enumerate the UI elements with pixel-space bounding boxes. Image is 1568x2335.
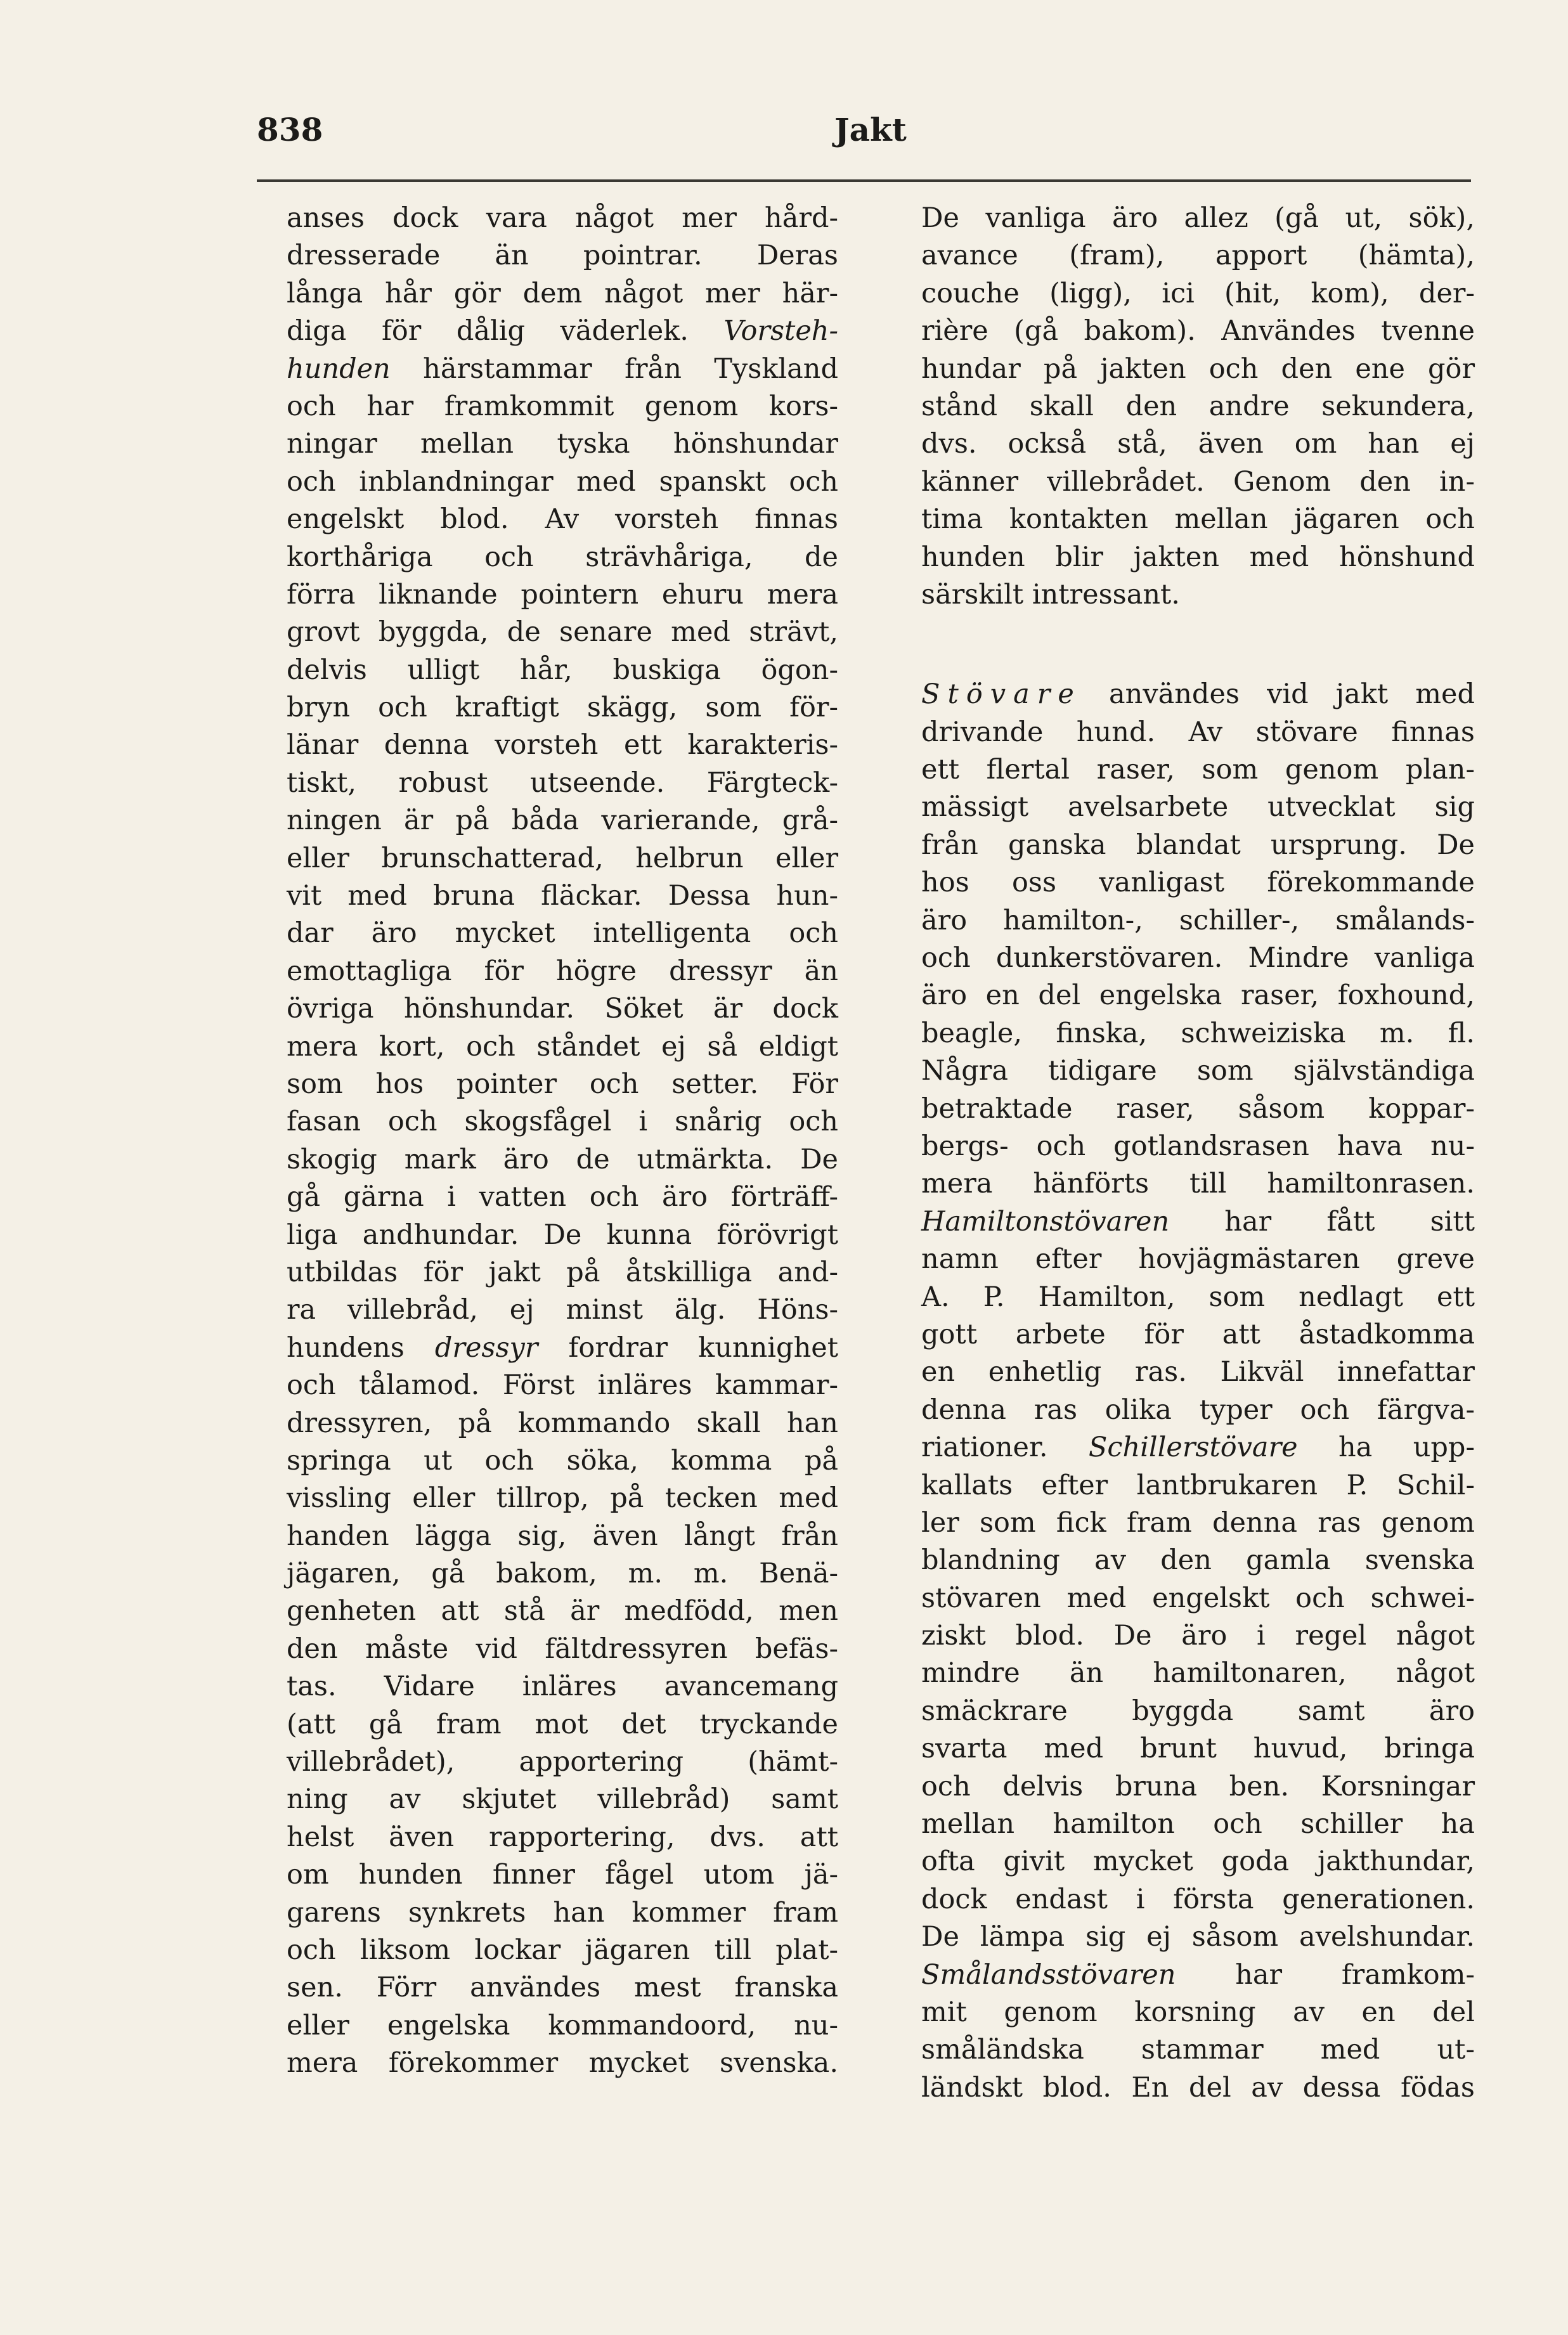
text-segment: springa ut och söka, komma på [287,1444,838,1477]
text-line [921,789,1475,826]
text-line [921,237,1475,275]
text-line [287,727,838,764]
right-column [921,200,1475,2107]
emphasized-term: Schillerstövare [1088,1432,1298,1464]
text-line [921,714,1475,751]
text-line [287,1405,838,1442]
text-segment: tima kontakten mellan jägaren och [921,503,1475,536]
text-segment: skogig mark äro de utmärkta. De [287,1143,838,1175]
text-segment: betraktade raser, såsom koppar- [921,1092,1475,1125]
text-segment: och inblandningar med spanskt och [287,465,838,498]
text-line [921,864,1475,902]
text-line [287,840,838,877]
text-segment: ler som fick fram denna ras genom [921,1506,1475,1539]
text-segment: härstammar från Tyskland [390,353,838,385]
text-line [921,576,1475,614]
header-rule-left [257,179,928,182]
text-segment: sen. Förr användes mest franska [287,1972,838,2004]
text-segment: delvis ulligt hår, buskiga ögon- [287,654,838,686]
text-line [287,1781,838,1818]
text-segment: bryn och kraftigt skägg, som för- [287,692,838,724]
text-segment: ha upp- [1297,1432,1475,1464]
emphasized-term: Vorsteh- [723,315,838,347]
text-line [921,1655,1475,1692]
text-line [287,1028,838,1066]
text-segment: dar äro mycket intelligenta och [287,917,838,950]
text-line [287,802,838,839]
text-line [287,689,838,727]
paragraph-gap [921,614,1475,676]
text-line [287,1480,838,1517]
text-line [287,1103,838,1141]
text-line [287,2007,838,2045]
text-line [921,1617,1475,1655]
text-segment: grovt byggda, de senare med strävt, [287,616,838,649]
text-segment: eller engelska kommandoord, nu- [287,2009,838,2041]
text-segment: De lämpa sig ej såsom avelshundar. [921,1921,1475,1953]
header-rule-right [917,179,1471,182]
text-line [921,902,1475,940]
text-line [921,313,1475,350]
text-line [921,1354,1475,1391]
text-segment: från ganska blandat ursprung. De [921,829,1475,861]
text-segment: korthåriga och strävhåriga, de [287,541,838,573]
text-segment: en enhetlig ras. Likväl innefattar [921,1356,1475,1388]
text-line [287,1217,838,1254]
text-line [287,351,838,388]
text-segment: bergs- och gotlandsrasen hava nu- [921,1130,1475,1162]
text-segment: svarta med brunt huvud, bringa [921,1733,1475,1765]
text-segment: helst även rapportering, dvs. att [287,1821,838,1853]
right-column-paragraph-stovare [921,676,1475,2107]
text-line [287,388,838,425]
text-segment: ra villebråd, ej minst älg. Höns- [287,1294,838,1326]
text-segment: långa hår gör dem något mer här- [287,277,838,309]
text-line [921,1730,1475,1768]
text-line [921,1279,1475,1316]
text-line [287,501,838,538]
text-line [287,1442,838,1480]
text-line [921,1768,1475,1806]
text-segment: övriga hönshundar. Söket är dock [287,993,838,1025]
text-line [287,2045,838,2082]
text-segment: hos oss vanligast förekommande [921,867,1475,899]
emphasized-term: Hamiltonstövaren [921,1205,1170,1238]
page-number: 838 [257,111,323,148]
text-line [287,1291,838,1329]
text-line [287,990,838,1028]
text-line [287,539,838,576]
text-line [921,1241,1475,1278]
text-segment: handen lägga sig, även långt från [287,1520,838,1552]
text-segment: ett flertal raser, som genom plan- [921,754,1475,786]
text-segment: fasan och skogsfågel i snårig och [287,1106,838,1138]
text-segment: De vanliga äro allez (gå ut, sök), [921,202,1475,234]
text-segment: stövaren med engelskt och schwei- [921,1582,1475,1614]
text-segment: stånd skall den andre sekundera, [921,390,1475,422]
text-line [287,1969,838,2007]
text-line [921,1090,1475,1128]
text-line [287,576,838,614]
text-line [921,275,1475,313]
text-segment: har framkom- [1176,1958,1475,1991]
text-line [287,1856,838,1894]
text-segment: tiskt, robust utseende. Färgteck- [287,766,838,799]
text-segment: liga andhundar. De kunna förövrigt [287,1219,838,1251]
text-segment: särskilt intressant. [921,578,1180,611]
text-line [287,1668,838,1705]
text-line [287,1743,838,1781]
text-line [921,1203,1475,1241]
text-segment: emottagliga för högre dressyr än [287,955,838,987]
text-segment: gå gärna i vatten och äro förträff- [287,1181,838,1213]
text-segment: mera kort, och ståndet ej så eldigt [287,1030,838,1063]
text-line [287,425,838,463]
text-line [921,977,1475,1014]
text-segment: couche (ligg), ici (hit, kom), der- [921,277,1475,309]
text-line [287,275,838,313]
text-segment: diga för dålig väderlek. [287,315,724,347]
text-segment: hundens [287,1331,435,1364]
text-line [287,1932,838,1969]
text-segment: hunden blir jakten med hönshund [921,541,1475,573]
text-segment: känner villebrådet. Genom den in- [921,465,1475,498]
text-line [287,1367,838,1404]
text-segment: villebrådet), apportering (hämt- [287,1746,838,1778]
emphasized-term: hunden [287,353,391,385]
text-segment: äro en del engelska raser, foxhound, [921,980,1475,1012]
text-segment: utbildas för jakt på åtskilliga and- [287,1256,838,1288]
text-segment: småländska stammar med ut- [921,2034,1475,2066]
text-line [921,1881,1475,1918]
text-line [287,915,838,952]
text-segment: ländskt blod. En del av dessa födas [921,2071,1475,2104]
text-segment: kallats efter lantbrukaren P. Schil- [921,1469,1475,1501]
text-line [287,1593,838,1630]
text-segment: garens synkrets han kommer fram [287,1896,838,1929]
text-segment: ningen är på båda varierande, grå- [287,805,838,837]
text-segment: mindre än hamiltonaren, något [921,1657,1475,1690]
text-line [921,425,1475,463]
text-segment: vissling eller tillrop, på tecken med [287,1482,838,1515]
text-line [287,877,838,915]
text-segment: dock endast i första generationen. [921,1883,1475,1915]
text-segment: ofta givit mycket goda jakthundar, [921,1846,1475,1878]
text-segment: Några tidigare som självständiga [921,1055,1475,1087]
text-segment: beagle, finska, schweiziska m. fl. [921,1017,1475,1049]
text-line [921,2069,1475,2107]
text-segment: A. P. Hamilton, som nedlagt ett [921,1281,1475,1313]
text-line [287,1706,838,1743]
text-segment: mässigt avelsarbete utvecklat sig [921,791,1475,824]
text-segment: hundar på jakten och den ene gör [921,353,1475,385]
text-segment: namn efter hovjägmästaren greve [921,1243,1475,1276]
text-segment: denna ras olika typer och färgva- [921,1394,1475,1426]
text-segment: mera förekommer mycket svenska. [287,2047,838,2080]
text-line [921,1994,1475,2031]
text-segment: och liksom lockar jägaren till plat- [287,1934,838,1966]
text-segment: länar denna vorsteh ett karakteris- [287,729,838,761]
text-line [921,1843,1475,1880]
text-segment: ziskt blod. De äro i regel något [921,1620,1475,1652]
text-segment: har fått sitt [1169,1205,1475,1238]
text-segment: tas. Vidare inläres avancemang [287,1671,838,1703]
text-segment: vit med bruna fläckar. Dessa hun- [287,880,838,912]
text-line [287,1179,838,1216]
text-line [921,676,1475,713]
text-line [287,1066,838,1103]
text-line [921,751,1475,789]
text-segment: äro hamilton-, schiller-, smålands- [921,904,1475,936]
text-line [287,237,838,275]
text-segment: (att gå fram mot det tryckande [287,1708,838,1740]
text-line [921,1015,1475,1052]
text-line [921,200,1475,237]
text-line [921,1693,1475,1730]
text-segment: avance (fram), apport (hämta), [921,240,1475,272]
text-line [921,463,1475,501]
text-line [921,388,1475,425]
text-line [921,2031,1475,2069]
text-line [287,1894,838,1932]
emphasized-term: Smålandsstövaren [921,1958,1176,1991]
text-segment: genheten att stå är medfödd, men [287,1595,838,1627]
text-line [921,1918,1475,1956]
text-line [287,614,838,651]
text-segment: och tålamod. Först inläres kammar- [287,1369,838,1402]
text-line [287,1631,838,1668]
text-segment: användes vid jakt med [1081,678,1475,711]
text-line [921,1467,1475,1504]
text-segment: eller brunschatterad, helbrun eller [287,842,838,874]
text-line [287,953,838,990]
text-line [287,1254,838,1291]
running-head: Jakt [834,111,907,148]
text-segment: dressyren, på kommando skall han [287,1407,838,1439]
text-line [921,827,1475,864]
text-segment: om hunden finner fågel utom jä- [287,1859,838,1891]
text-line [921,501,1475,538]
text-segment: och dunkerstövaren. Mindre vanliga [921,942,1475,974]
text-line [921,351,1475,388]
text-line [287,1518,838,1555]
text-line [287,1555,838,1593]
text-line [921,1957,1475,1994]
left-column [287,200,838,2083]
text-segment: smäckrare byggda samt äro [921,1695,1475,1727]
text-line [921,1806,1475,1843]
text-segment: rière (gå bakom). Användes tvenne [921,315,1475,347]
text-line [287,200,838,237]
text-segment: gott arbete för att åstadkomma [921,1318,1475,1350]
text-segment: som hos pointer och setter. För [287,1068,838,1100]
text-line [287,765,838,802]
text-segment: drivande hund. Av stövare finnas [921,716,1475,748]
text-segment: blandning av den gamla svenska [921,1544,1475,1577]
text-segment: ningar mellan tyska hönshundar [287,428,838,460]
text-line [287,652,838,689]
text-segment: dvs. också stå, även om han ej [921,428,1475,460]
text-line [921,1128,1475,1165]
right-column-paragraph-commands [921,200,1475,614]
text-segment: engelskt blod. Av vorsteh finnas [287,503,838,536]
text-line [287,313,838,350]
text-line [921,1316,1475,1354]
text-line [921,1504,1475,1542]
text-segment: och har framkommit genom kors- [287,390,838,422]
text-line [287,1141,838,1179]
text-line [921,1392,1475,1429]
text-line [921,940,1475,977]
text-line [921,1052,1475,1090]
text-segment: förra liknande pointern ehuru mera [287,578,838,611]
text-line [287,463,838,501]
text-line [921,539,1475,576]
emphasized-term: dressyr [434,1331,538,1364]
text-line [921,1165,1475,1203]
text-line [921,1542,1475,1579]
text-segment: fordrar kunnighet [538,1331,839,1364]
text-line [287,1329,838,1367]
text-segment: anses dock vara något mer hård- [287,202,838,234]
text-line [921,1580,1475,1617]
emphasized-term: Stövare [921,678,1082,711]
text-segment: mellan hamilton och schiller ha [921,1808,1475,1840]
text-segment: och delvis bruna ben. Korsningar [921,1770,1475,1802]
text-segment: jägaren, gå bakom, m. m. Benä- [287,1558,838,1590]
text-segment: den måste vid fältdressyren befäs- [287,1633,838,1665]
text-segment: ning av skjutet villebråd) samt [287,1783,838,1816]
text-segment: mera hänförts till hamiltonrasen. [921,1168,1475,1200]
text-segment: dresserade än pointrar. Deras [287,240,838,272]
text-line [921,1429,1475,1466]
text-segment: riationer. [921,1432,1089,1464]
text-segment: mit genom korsning av en del [921,1996,1475,2028]
text-line [287,1819,838,1856]
